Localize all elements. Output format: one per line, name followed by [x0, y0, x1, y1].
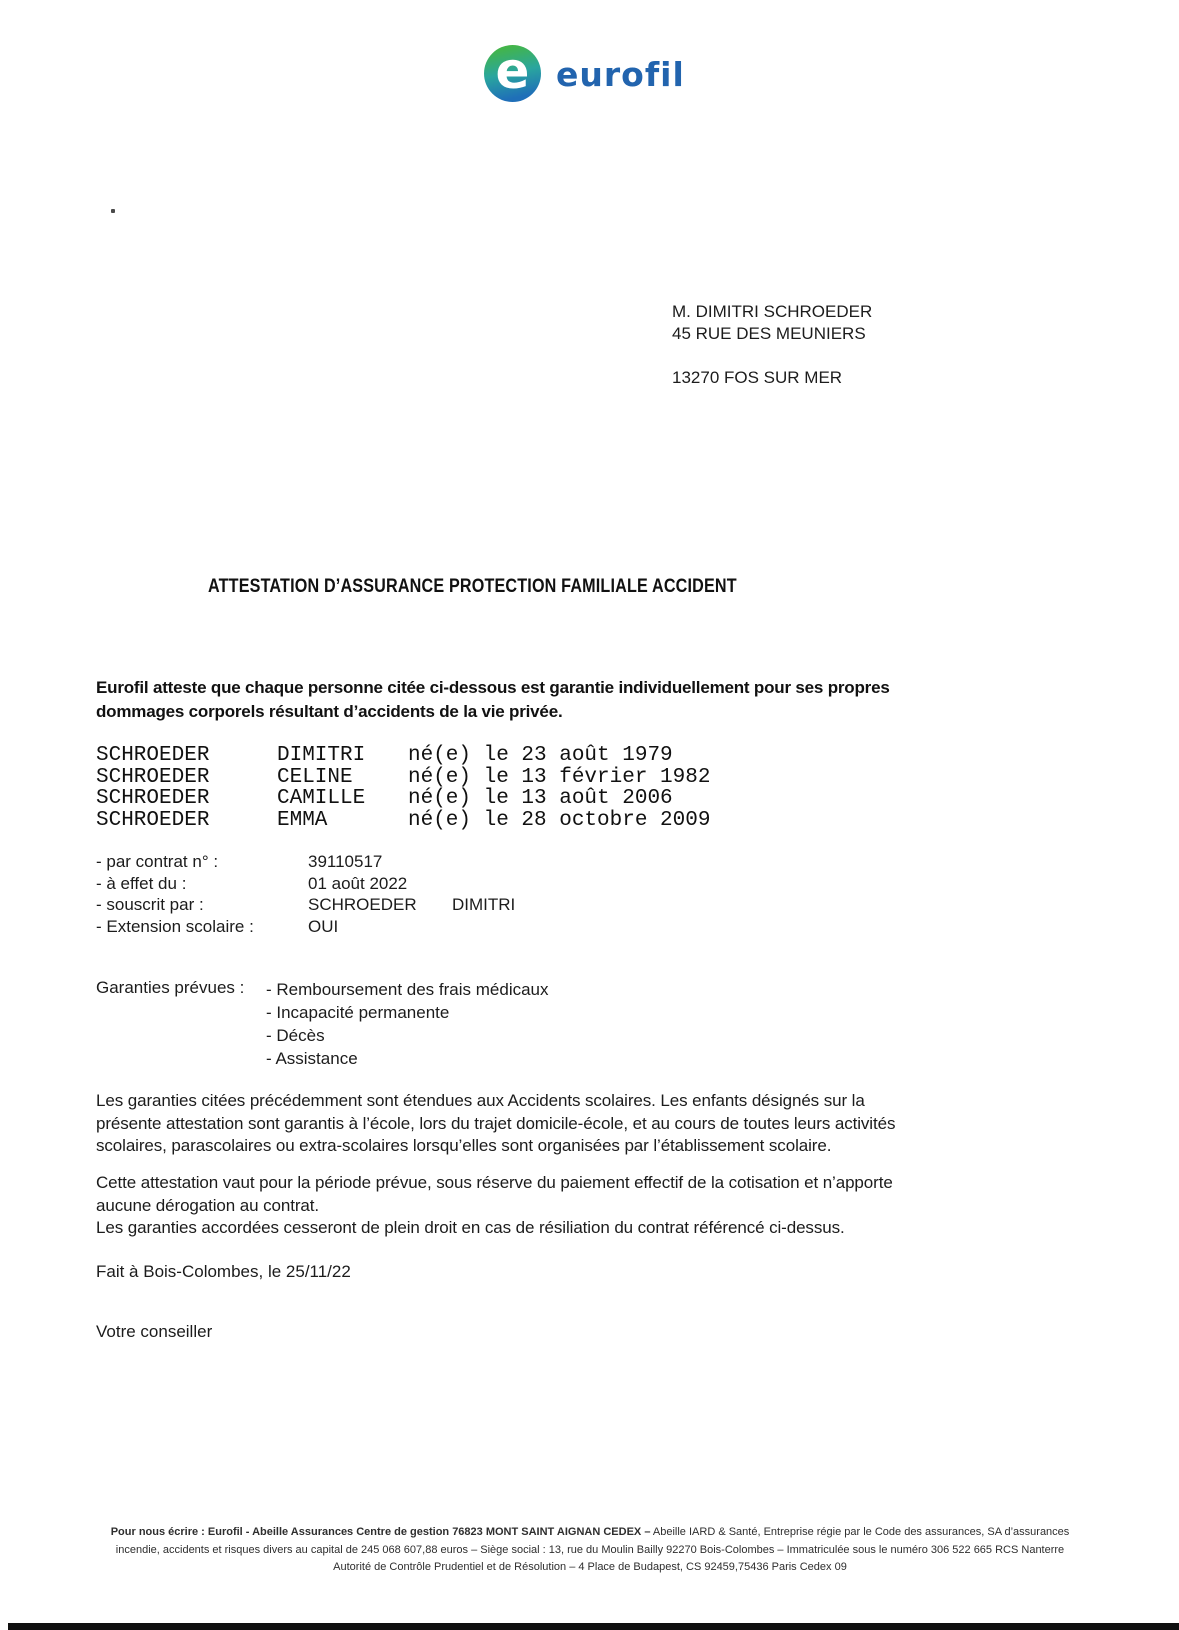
signoff: Votre conseiller [96, 1322, 213, 1341]
insured-row [96, 788, 710, 810]
contract-label: - à effet du : [96, 873, 187, 893]
legal-footer [25, 1524, 1155, 1577]
footer-contact-bold: Pour nous écrire : Eurofil - Abeille Assurances Centre de gestion 76823 MONT SAINT AIGNAN CEDEX – [110, 1526, 651, 1538]
recipient-name: M. DIMITRI SCHROEDER [672, 302, 873, 321]
eurofil-logo-icon [484, 41, 541, 102]
guarantee-item: - Assistance [266, 1049, 358, 1068]
guarantee-item: - Incapacité permanente [266, 1003, 450, 1022]
contract-value: SCHROEDER [308, 895, 417, 914]
validity-paragraph: Cette attestation vaut pour la période prévue, sous réserve du paiement effectif de la cotisation et n’apporte aucune dérogation au contrat. Les garanties accordées cesseront de plein droit en cas de résiliation du contrat référencé ci-dessus. [96, 1173, 893, 1237]
insured-birth-date: né(e) le 13 février 1982 [408, 765, 711, 789]
eurofil-logo [484, 41, 685, 102]
insured-first-name: CELINE [277, 765, 353, 789]
school-accidents-paragraph: Les garanties citées précédemment sont étendues aux Accidents scolaires. Les enfants désignés sur la présente attestation sont garantis à l’école, lors du trajet domicile-école, et au cours de toutes leurs activités scolaires, parascolaires ou extra-scolaires lorsqu’elles sont organisées par l’établissement scolaire. [96, 1091, 896, 1155]
guarantee-item: - Décès [266, 1026, 325, 1045]
footer-line-1 [25, 1524, 1155, 1542]
insured-birth-date: né(e) le 13 août 2006 [408, 787, 673, 811]
contract-value: 39110517 [308, 852, 383, 871]
stray-dot [111, 209, 115, 213]
recipient-city: 13270 FOS SUR MER [672, 368, 843, 387]
insured-row [96, 810, 710, 832]
footer-line1-rest: Abeille IARD & Santé, Entreprise régie par le Code des assurances, SA d’assurances [650, 1526, 1070, 1538]
insured-last-name: SCHROEDER [96, 765, 210, 789]
intro-paragraph: Eurofil atteste que chaque personne citée ci-dessous est garantie individuellement pour ses propres dommages corporels résultant d’accidents de la vie privée. [96, 678, 890, 721]
guarantees-list [266, 978, 549, 1070]
insured-first-name: CAMILLE [277, 787, 366, 811]
insured-row [96, 767, 710, 789]
insured-persons-table [96, 745, 710, 832]
guarantees-label: Garanties prévues : [96, 978, 245, 997]
contract-row [96, 916, 515, 938]
contract-row [96, 873, 515, 895]
contract-value: OUI [308, 916, 339, 936]
insured-last-name: SCHROEDER [96, 787, 210, 811]
document-title: ATTESTATION D’ASSURANCE PROTECTION FAMILIALE ACCIDENT [208, 576, 737, 597]
logo-wordmark: eurofil [556, 55, 685, 94]
footer-line-3: Autorité de Contrôle Prudentiel et de Résolution – 4 Place de Budapest, CS 92459,75436 Paris Cedex 09 [333, 1561, 847, 1573]
insured-birth-date: né(e) le 28 octobre 2009 [408, 809, 711, 833]
place-and-date: Fait à Bois-Colombes, le 25/11/22 [96, 1262, 351, 1281]
bottom-edge-bar [8, 1623, 1179, 1630]
insured-first-name: EMMA [277, 809, 328, 833]
footer-line-2: incendie, accidents et risques divers au capital de 245 068 607,88 euros – Siège social : 13, rue du Moulin Bailly 92270 Bois-Colombes – Immatriculée sous le numéro 306 522 665 RCS Nanterre [115, 1543, 1065, 1556]
guarantee-item: - Remboursement des frais médicaux [266, 980, 549, 999]
contract-details [96, 851, 515, 937]
insured-birth-date: né(e) le 23 août 1979 [408, 744, 673, 767]
contract-label: - par contrat n° : [96, 852, 219, 871]
contract-row [96, 894, 515, 916]
contract-label: - Extension scolaire : [96, 916, 254, 936]
recipient-address [672, 301, 872, 389]
insured-last-name: SCHROEDER [96, 744, 210, 767]
insured-last-name: SCHROEDER [96, 809, 210, 833]
recipient-street: 45 RUE DES MEUNIERS [672, 324, 866, 343]
insured-first-name: DIMITRI [277, 744, 366, 767]
contract-value: 01 août 2022 [308, 873, 408, 893]
contract-row [96, 851, 515, 873]
insured-row [96, 745, 710, 767]
contract-label: - souscrit par : [96, 895, 204, 914]
logo-e-glyph: e [495, 41, 530, 100]
contract-value2: DIMITRI [452, 895, 516, 914]
